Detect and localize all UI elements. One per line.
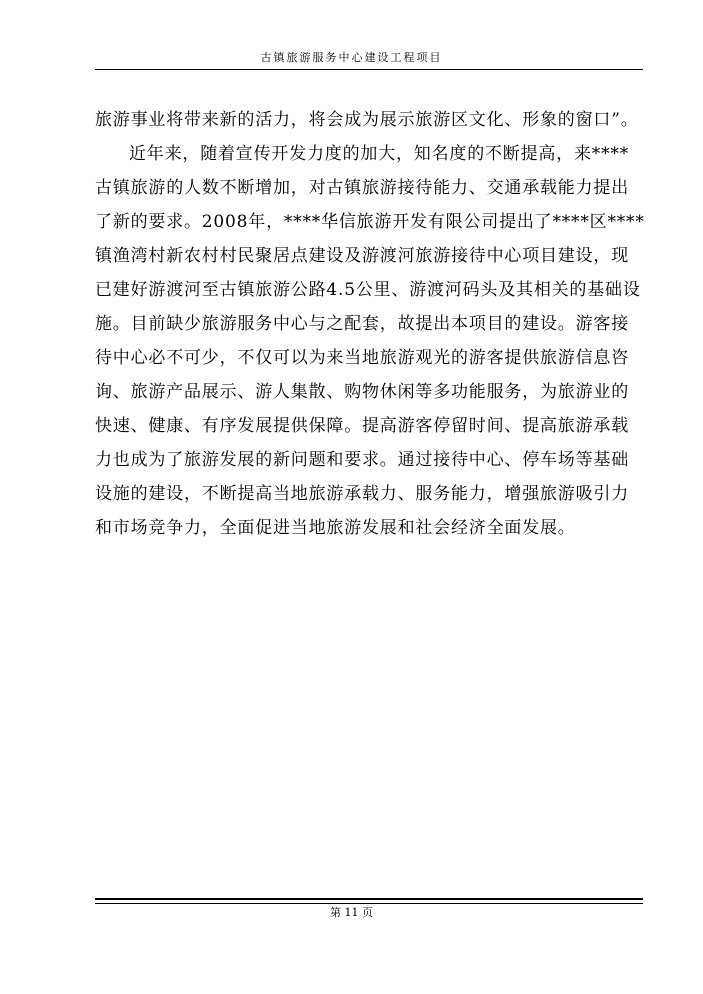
text-line: 待中心必不可少，不仅可以为来当地旅游观光的游客提供旅游信息咨 <box>95 348 629 368</box>
text-line: 力也成为了旅游发展的新问题和要求。通过接待中心、停车场等基础 <box>95 450 629 470</box>
text-line: 快速、健康、有序发展提供保障。提高游客停留时间、提高旅游承载 <box>95 416 629 436</box>
paragraph-continued <box>95 103 643 137</box>
text-line: 旅游事业将带来新的活力，将会成为展示旅游区文化、形象的窗口”。 <box>95 110 639 130</box>
header-divider <box>95 69 643 70</box>
text-line: 镇渔湾村新农村村民聚居点建设及游渡河旅游接待中心项目建设，现 <box>95 246 629 266</box>
page-header-title: 古镇旅游服务中心建设工程项目 <box>260 51 443 64</box>
text-line: 古镇旅游的人数不断增加，对古镇旅游接待能力、交通承载能力提出 <box>95 178 629 198</box>
footer-divider-thick <box>95 898 643 900</box>
text-line: 询、旅游产品展示、游人集散、购物休闲等多功能服务，为旅游业的 <box>95 382 629 402</box>
document-body <box>95 103 643 545</box>
page-number: 第 11 页 <box>330 906 373 919</box>
text-line: 和市场竞争力，全面促进当地旅游发展和社会经济全面发展。 <box>95 518 576 538</box>
text-line: 近年来，随着宣传开发力度的加大，知名度的不断提高，来**** <box>129 144 629 164</box>
text-line: 了新的要求。2008年，****华信旅游开发有限公司提出了****区**** <box>95 212 645 232</box>
text-line: 施。目前缺少旅游服务中心与之配套，故提出本项目的建设。游客接 <box>95 314 629 334</box>
paragraph-main <box>95 137 643 545</box>
text-line: 设施的建设，不断提高当地旅游承载力、服务能力，增强旅游吸引力 <box>95 484 629 504</box>
footer-divider-thin <box>95 903 643 904</box>
text-line: 已建好游渡河至古镇旅游公路4.5公里、游渡河码头及其相关的基础设 <box>95 280 641 300</box>
